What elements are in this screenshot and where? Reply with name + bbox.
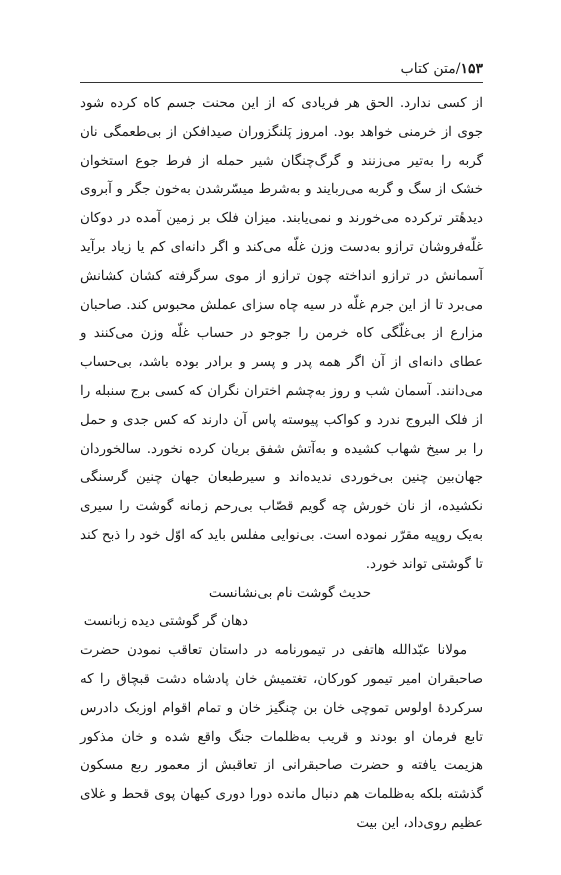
running-title: متن کتاب (400, 61, 456, 77)
verse-line-1: حدیث گوشت نام بی‌نشانست (208, 585, 371, 601)
running-header (80, 58, 483, 83)
page-body (80, 90, 483, 839)
verse-line-2: دهان گر گوشتی دیده زبانست (83, 614, 248, 630)
header-separator: / (455, 61, 461, 77)
body-paragraph: مولانا عبّدالله هاتفی در تیمورنامه در داستان تعاقب نمودن حضرت صاحبقران امیر تیمور کورکان، تغتمیش خان پادشاه دشت قبچاق را که سرکردهٔ اولوس تموچی خان بن چنگیز خان و تمام اقوام اوزبک دادرس تابع فرمان او بودند و قریب به‌ظلمات جنگ واقع شده و خان مذکور هزیمت یافته و حضرت صاحبقرانی از تعاقبش از معمور ربع مسکون گذشته بلکه به‌ظلمات هم دنبال مانده دورا دوری کیهان پوی قحط و غلای عظیم روی‌داد، این بیت (80, 643, 483, 831)
page-number: ۱۵۳ (460, 61, 483, 77)
body-paragraph: از کسی ندارد. الحق هر فریادی که از این محنت جسم کاه کرده شود جوی از خرمنی خواهد بود. امروز پَلنگزوران صیدافکن از بی‌طعمگی نان گربه را به‌تیر می‌زنند و گرگ‌چنگان شیر حمله از فرط جوع استخوان خشک از سگ و گربه می‌ربایند و به‌شرط میسّرشدن به‌خون جگر و آبروی دیدهٔتر ترکرده می‌خورند و نمی‌یابند. میزان فلک بر زمین آمده در دوکان غلّه‌فروشان ترازو به‌دست وزن غلّه می‌کند و اگر دانه‌ای کم یا زیاد برآید آسمانش در ترازو انداخته چون ترازو از موی سرگرفته کشان کشانش می‌برد تا از این جرم غلّه در سیه چاه سزای عملش محبوس کند. صاحبان مزارع از بی‌غلّگی کاه خرمن را جوجو در حساب غلّه وزن می‌کنند و عطای دانه‌ای از آن اگر همه پدر و پسر و برادر بوده باشد، بی‌حساب می‌دانند. آسمان شب و روز به‌چشم اختران نگران که کسی برج سنبله را از فلک البروج ندرد و کواکب پیوسته پاس آن دارند که کس جدی و حمل را بر سیخ شهاب کشیده و به‌آتش شفق بریان کرده نخورد. سالخوردان جهان‌بین چنین بی‌خوردی ندیده‌اند و سیرطبعان جهان چنین گرسنگی نکشیده، از نان خورش چه گویم قصّاب بی‌رحم زمانه گوشت را سیری به‌یک روپیه مقرّر نموده است. بی‌نوایی مفلس باید که اوّل خود را ذبح کند تا گوشتی تواند خورد. (80, 96, 483, 572)
